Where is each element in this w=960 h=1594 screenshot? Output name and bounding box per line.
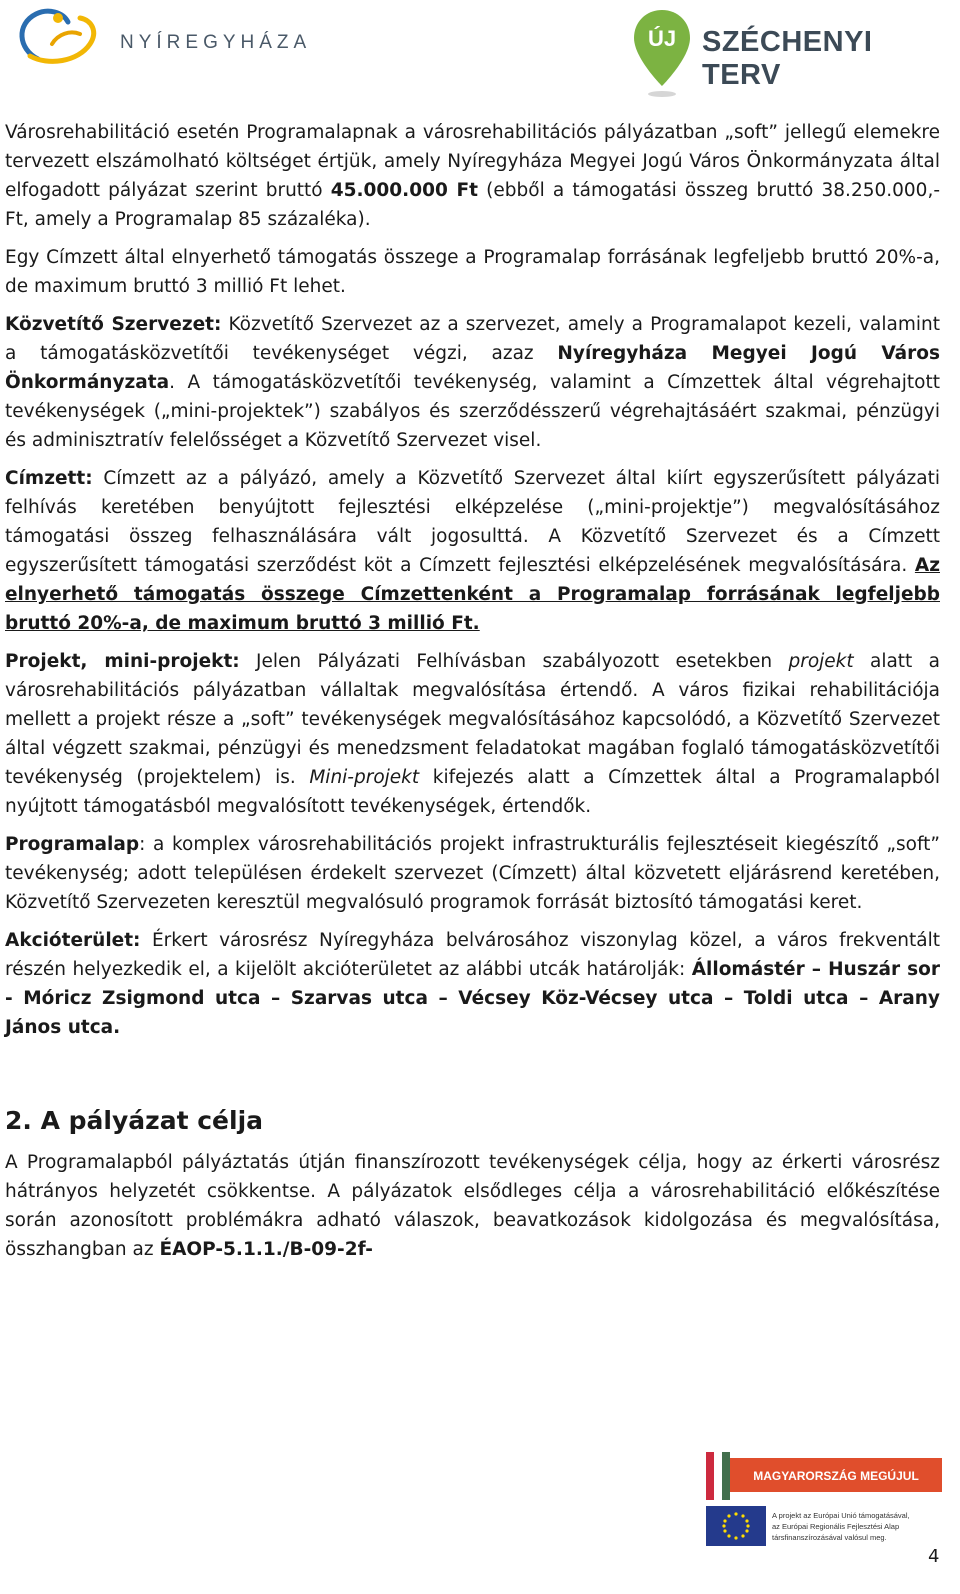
- text-segment: : a komplex városrehabilitációs projekt infrastrukturális fejlesztéseit kiegészítő „soft” tevékenység; adott településen érdekelt szervezet (Címzett) által közvetett eljárásrend keretében, Közvetítő Szervezeten keresztül megvalósuló programok forrását biztosító támogatási keret.: [5, 834, 940, 913]
- italic-term: projekt: [788, 651, 854, 672]
- text-segment: kifejezés alatt a Címzettek által a Programalapból nyújtott támogatásból megvalósított tevékenységek, értendők.: [5, 767, 940, 817]
- definition-term: Akcióterület:: [5, 930, 141, 951]
- hu-flag-red: [706, 1452, 714, 1500]
- section-heading: 2. A pályázat célja: [5, 1106, 264, 1135]
- text-segment: A Programalapból pályáztatás útján finanszírozott tevékenységek célja, hogy az érkerti városrész hátrányos helyzetét csökkentse. A pályázatok elsődleges célja a városrehabilitáció előkészítése során azonosított problémákra adható válaszok, beavatkozások kidolgozása és megvalósítása, összhangban az: [5, 1152, 940, 1260]
- paragraph-programalap-amount: [5, 118, 940, 234]
- paragraph-kozvetito: [5, 310, 940, 455]
- program-code: ÉAOP-5.1.1./B-09-2f-: [159, 1239, 373, 1260]
- emphasized-rule: Az elnyerhető támogatás összege Címzettenként a Programalap forrásának legfeljebb bruttó 20%-a, de maximum bruttó 3 millió Ft.: [5, 555, 940, 634]
- text-segment: Városrehabilitáció esetén Programalapnak a városrehabilitációs pályázatban „soft” jellegű elemekre tervezett elszámolható költséget értjük, amely Nyíregyháza Megyei Jogú Város Önkormányzata által elfogadott pályázat szerint bruttó: [5, 122, 940, 201]
- definition-term: Közvetítő Szervezet:: [5, 314, 222, 335]
- nyiregyhaza-logo: [8, 4, 328, 76]
- italic-term: Mini-projekt: [309, 767, 420, 788]
- total-amount: 45.000.000 Ft: [330, 180, 479, 201]
- text-segment: Érkert városrész Nyíregyháza belvárosához viszonylag közel, a város frekventált részén helyezkedik el, a kijelölt akcióterületet az alábbi utcák határolják:: [5, 930, 940, 980]
- paragraph-cimzett: [5, 464, 940, 638]
- page-number: 4: [928, 1546, 940, 1567]
- hu-flag-green: [722, 1452, 730, 1500]
- eu-text-line-3: társfinanszírozásával valósul meg.: [772, 1533, 887, 1542]
- paragraph-programalap: [5, 830, 940, 917]
- nyiregyhaza-emblem-icon: [8, 4, 118, 76]
- szechenyi-terv-wordmark: SZÉCHENYI TERV: [702, 26, 873, 91]
- definition-term: Projekt, mini-projekt:: [5, 651, 240, 672]
- page-header: [0, 0, 960, 105]
- map-pin-icon: [630, 6, 694, 98]
- paragraph-projekt: [5, 647, 940, 821]
- footer-eu-logo: [706, 1452, 942, 1552]
- text-segment: . A támogatásközvetítői tevékenység, valamint a Címzettek által végrehajtott tevékenységek („mini-projektek”) szabályos és szerződésszerű végrehajtásáért szakmai, pénzügyi és adminisztratív felelősséget a Közvetítő Szervezet visel.: [5, 372, 940, 451]
- uj-label: ÚJ: [647, 26, 677, 51]
- definition-term: Programalap: [5, 834, 140, 855]
- street-list: Állomástér – Huszár sor - Móricz Zsigmond utca – Szarvas utca – Vécsey Köz-Vécsey utca – Toldi utca – Arany János utca.: [5, 959, 941, 1038]
- eu-flag: [706, 1506, 766, 1546]
- paragraph-max-support: Egy Címzett által elnyerhető támogatás összege a Programalap forrásának legfeljebb bruttó 20%-a, de maximum bruttó 3 millió Ft lehet.: [5, 247, 940, 297]
- eu-text-line-2: az Európai Regionális Fejlesztési Alap: [772, 1522, 900, 1531]
- paragraph-akcioterulet: [5, 926, 940, 1042]
- banner-text: MAGYARORSZÁG MEGÚJUL: [753, 1469, 919, 1483]
- definition-term: Címzett:: [5, 468, 93, 489]
- text-segment: (ebből a támogatási összeg bruttó 38.250.000,- Ft, amely a Programalap 85 százaléka).: [5, 180, 940, 230]
- paragraph-cel: [5, 1148, 940, 1264]
- text-segment: Jelen Pályázati Felhívásban szabályozott esetekben: [239, 651, 789, 672]
- nyiregyhaza-wordmark: NYÍREGYHÁZA: [120, 32, 312, 53]
- hu-flag-white: [714, 1452, 722, 1500]
- document-body: [5, 118, 940, 1273]
- magyarorszag-megujul-banner: [706, 1452, 942, 1552]
- text-segment: Közvetítő Szervezet az a szervezet, amely a Programalapot kezeli, valamint a támogatásközvetítői tevékenységet végzi, azaz: [5, 314, 940, 364]
- text-segment: alatt a városrehabilitációs pályázatban vállaltak megvalósítása értendő. A város fizikai rehabilitációja mellett a projekt része a „soft” tevékenységek megvalósításához kapcsolódó, a Közvetítő Szervezet által végzett szakmai, pénzügyi és menedzsment feladatokat magában foglaló támogatásközvetítői tevékenység (projektelem) is.: [5, 651, 941, 788]
- uj-szechenyi-terv-logo: [630, 6, 950, 102]
- text-segment: Címzett az a pályázó, amely a Közvetítő Szervezet által kiírt egyszerűsített pályázati felhívás keretében benyújtott fejlesztési elképzelése („mini-projektje”) megvalósításához támogatási összeg felhasználására vált jogosulttá. A Közvetítő Szervezet és a Címzett egyszerűsített támogatási szerződést köt a Címzett fejlesztési elképzelésének megvalósítására.: [5, 468, 940, 576]
- eu-text-line-1: A projekt az Európai Unió támogatásával,: [772, 1511, 910, 1520]
- organization-name: Nyíregyháza Megyei Jogú Város Önkormányzata: [5, 343, 940, 393]
